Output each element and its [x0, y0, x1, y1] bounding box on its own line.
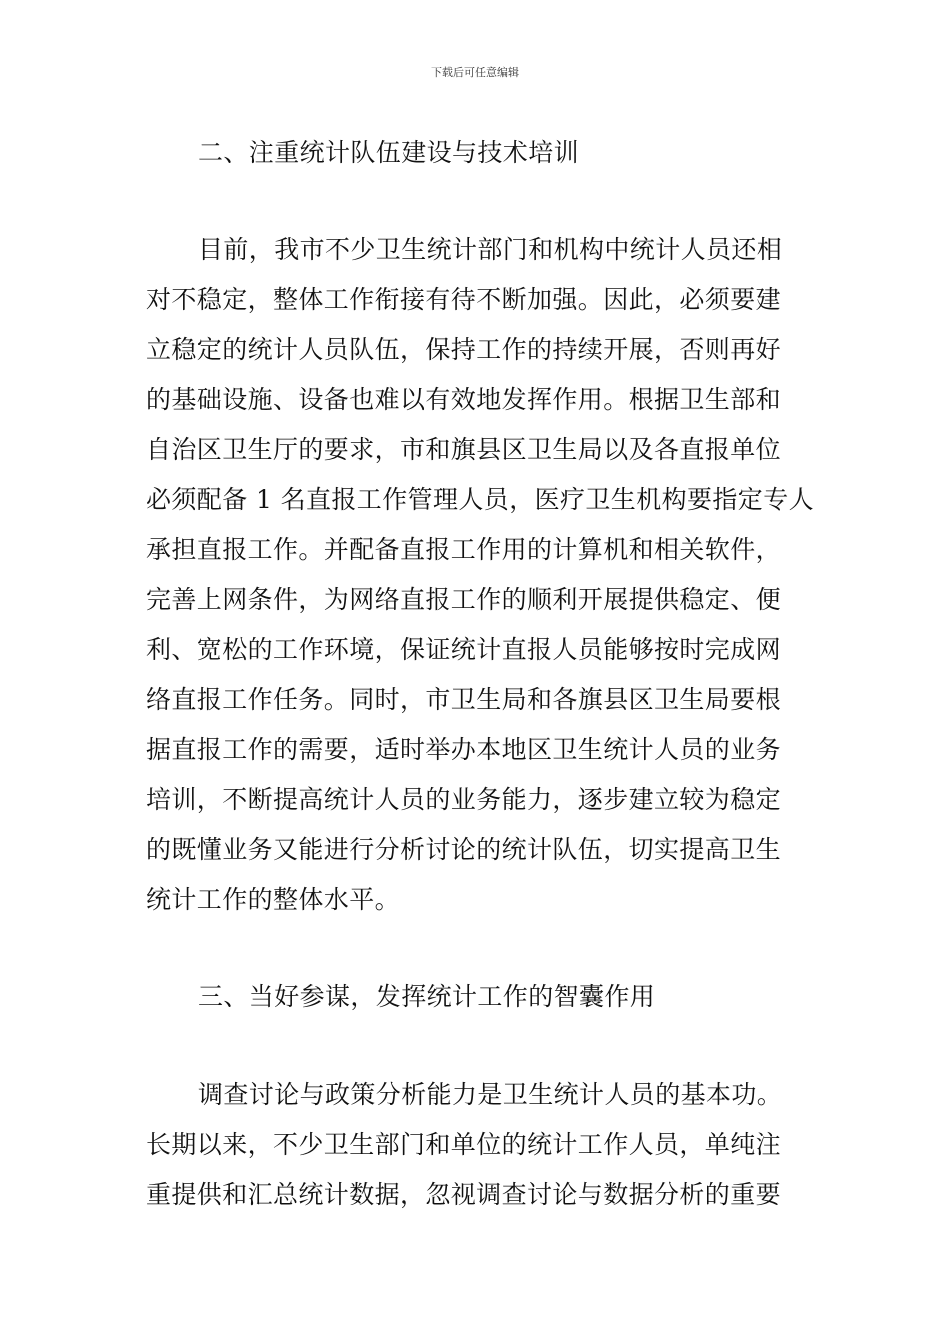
section2-heading: 二、注重统计队伍建设与技术培训	[198, 138, 580, 167]
paragraph-line: 据直报工作的需要，适时举办本地区卫生统计人员的业务	[146, 735, 782, 764]
paragraph-line: 必须配备 1 名直报工作管理人员，医疗卫生机构要指定专人	[146, 485, 815, 514]
paragraph-line: 目前，我市不少卫生统计部门和机构中统计人员还相	[198, 235, 783, 264]
paragraph-line: 承担直报工作。并配备直报工作用的计算机和相关软件，	[146, 535, 782, 564]
paragraph-line: 的基础设施、设备也难以有效地发挥作用。根据卫生部和	[146, 385, 782, 414]
paragraph-line: 络直报工作任务。同时，市卫生局和各旗县区卫生局要根	[146, 685, 782, 714]
section3-heading: 三、当好参谋，发挥统计工作的智囊作用	[198, 982, 656, 1011]
paragraph-line: 利、宽松的工作环境，保证统计直报人员能够按时完成网	[146, 635, 782, 664]
paragraph-line: 统计工作的整体水平。	[146, 885, 401, 914]
paragraph-line: 立稳定的统计人员队伍，保持工作的持续开展，否则再好	[146, 335, 782, 364]
paragraph-line: 培训，不断提高统计人员的业务能力，逐步建立较为稳定	[146, 785, 782, 814]
paragraph-line: 自治区卫生厅的要求，市和旗县区卫生局以及各直报单位	[146, 435, 782, 464]
paragraph-line: 调查讨论与政策分析能力是卫生统计人员的基本功。	[198, 1080, 783, 1109]
paragraph-line: 的既懂业务又能进行分析讨论的统计队伍，切实提高卫生	[146, 835, 782, 864]
paragraph-line: 对不稳定，整体工作衔接有待不断加强。因此，必须要建	[146, 285, 782, 314]
paragraph-line: 长期以来，不少卫生部门和单位的统计工作人员，单纯注	[146, 1130, 782, 1159]
paragraph-line: 重提供和汇总统计数据，忽视调查讨论与数据分析的重要	[146, 1180, 782, 1209]
paragraph-line: 完善上网条件，为网络直报工作的顺利开展提供稳定、便	[146, 585, 782, 614]
header-note: 下载后可任意编辑	[431, 66, 519, 79]
